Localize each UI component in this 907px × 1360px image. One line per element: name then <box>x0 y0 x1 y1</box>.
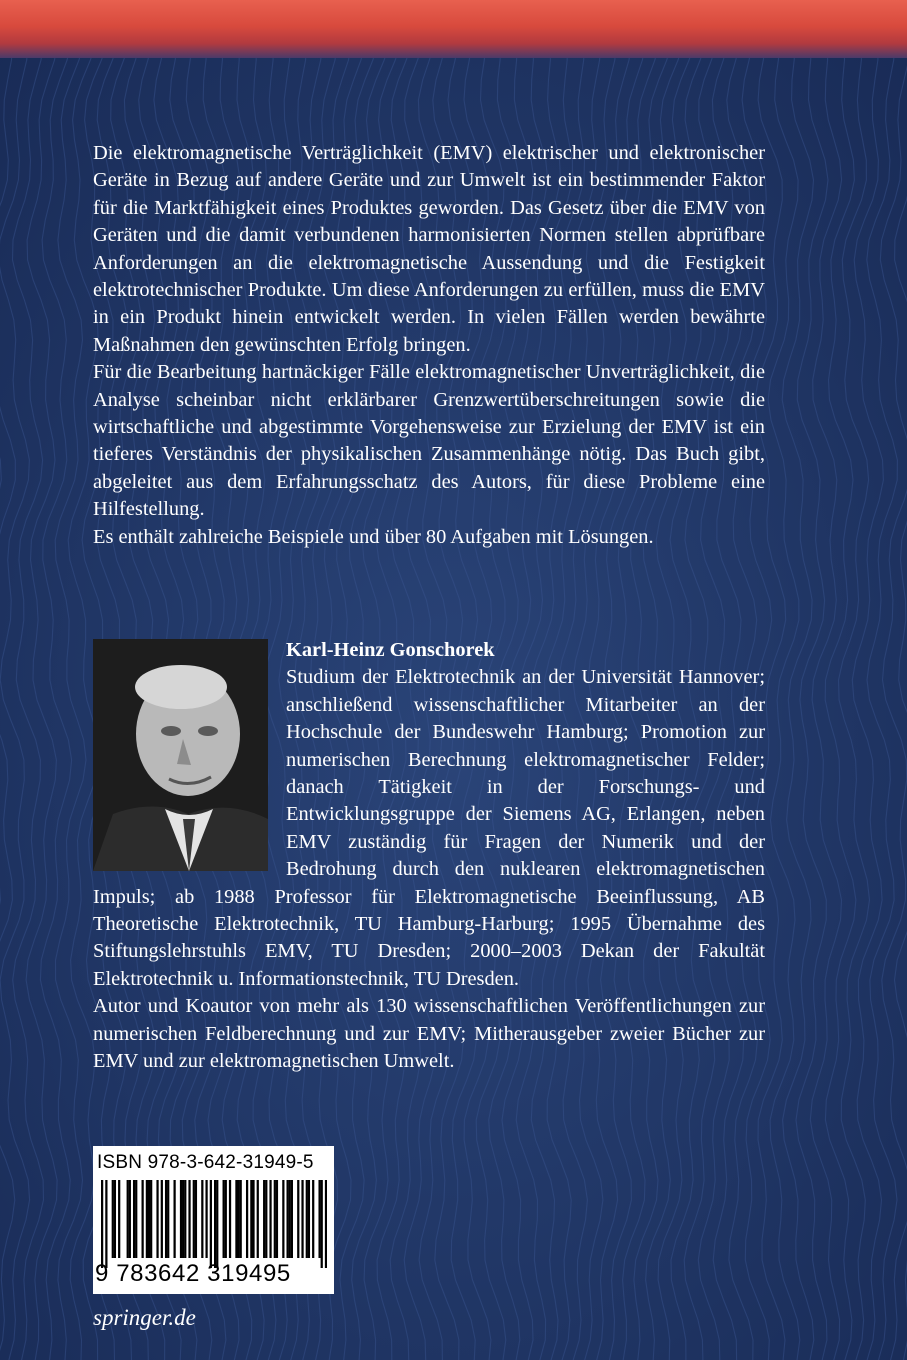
author-name: Karl-Heinz Gonschorek <box>286 639 495 661</box>
description-block <box>93 140 765 551</box>
barcode-bars <box>101 1180 327 1268</box>
author-bio-block <box>93 637 765 1076</box>
author-publications-text: Autor und Koautor von mehr als 130 wissenschaftlichen Veröffentlichungen zur numerischen Feldberechnung und zur EMV; Mitherausgeber zweier Bücher zur EMV und zur elektromagnetischen Umwelt. <box>93 995 765 1073</box>
isbn-label: ISBN 978-3-642-31949-5 <box>97 1152 314 1173</box>
publisher-url: springer.de <box>93 1305 196 1330</box>
isbn-barcode <box>93 1146 334 1294</box>
description-paragraph: Es enthält zahlreiche Beispiele und über 80 Aufgaben mit Lösungen. <box>93 525 654 548</box>
barcode-digits: 9 783642 319495 <box>95 1260 291 1287</box>
author-portrait-image <box>93 639 268 871</box>
top-red-band <box>0 0 907 58</box>
description-paragraph: Für die Bearbeitung hartnäckiger Fälle elektromagnetischer Unverträglichkeit, die Analyse scheinbar nicht erklärbarer Grenzwertüberschreitungen sowie die wirtschaftliche und abgestimmte Vorgehensweise zur Erzielung der EMV ist ein tieferes Verständnis der physikalischen Zusammenhänge nötig. Das Buch gibt, abgeleitet aus dem Erfahrungsschatz des Autors, für diese Probleme eine Hilfestellung. <box>93 361 765 521</box>
description-paragraph: Die elektromagnetische Verträglichkeit (EMV) elektrischer und elektronischer Geräte in Bezug auf andere Geräte und zur Umwelt ist ein bestimmender Faktor für die Marktfähigkeit eines Produktes geworden. Das Gesetz über die EMV von Geräten und die damit verbundenen harmonisierten Normen stellen abprüfbare Anforderungen an die elektromagnetische Aussendung und die Festigkeit elektrotechnischer Produkte. Um diese Anforderungen zu erfüllen, muss die EMV in ein Produkt hinein entwickelt werden. In vielen Fällen werden bewährte Maßnahmen den gewünschten Erfolg bringen. <box>93 142 765 356</box>
author-photo <box>93 639 268 871</box>
author-bio-text: Studium der Elektrotechnik an der Universität Hannover; anschließend wissenschaftlicher Mitarbeiter an der Hochschule der Bundeswehr Hamburg; Promotion zur numerischen Berechnung elektromagnetischer Felder; danach Tätigkeit in der Forschungs- und Entwicklungsgruppe der Siemens AG, Erlangen, neben EMV zuständig für Fragen der Numerik und der Bedrohung durch den nuklearen elektromagnetischen Impuls; ab 1988 Professor für Elektromagnetische Beeinflussung, AB Theoretische Elektrotechnik, TU Hamburg-Harburg; 1995 Übernahme des Stiftungslehrstuhls EMV, TU Dresden; 2000–2003 Dekan der Fakultät Elektrotechnik u. Informationstechnik, TU Dresden. <box>93 666 765 990</box>
